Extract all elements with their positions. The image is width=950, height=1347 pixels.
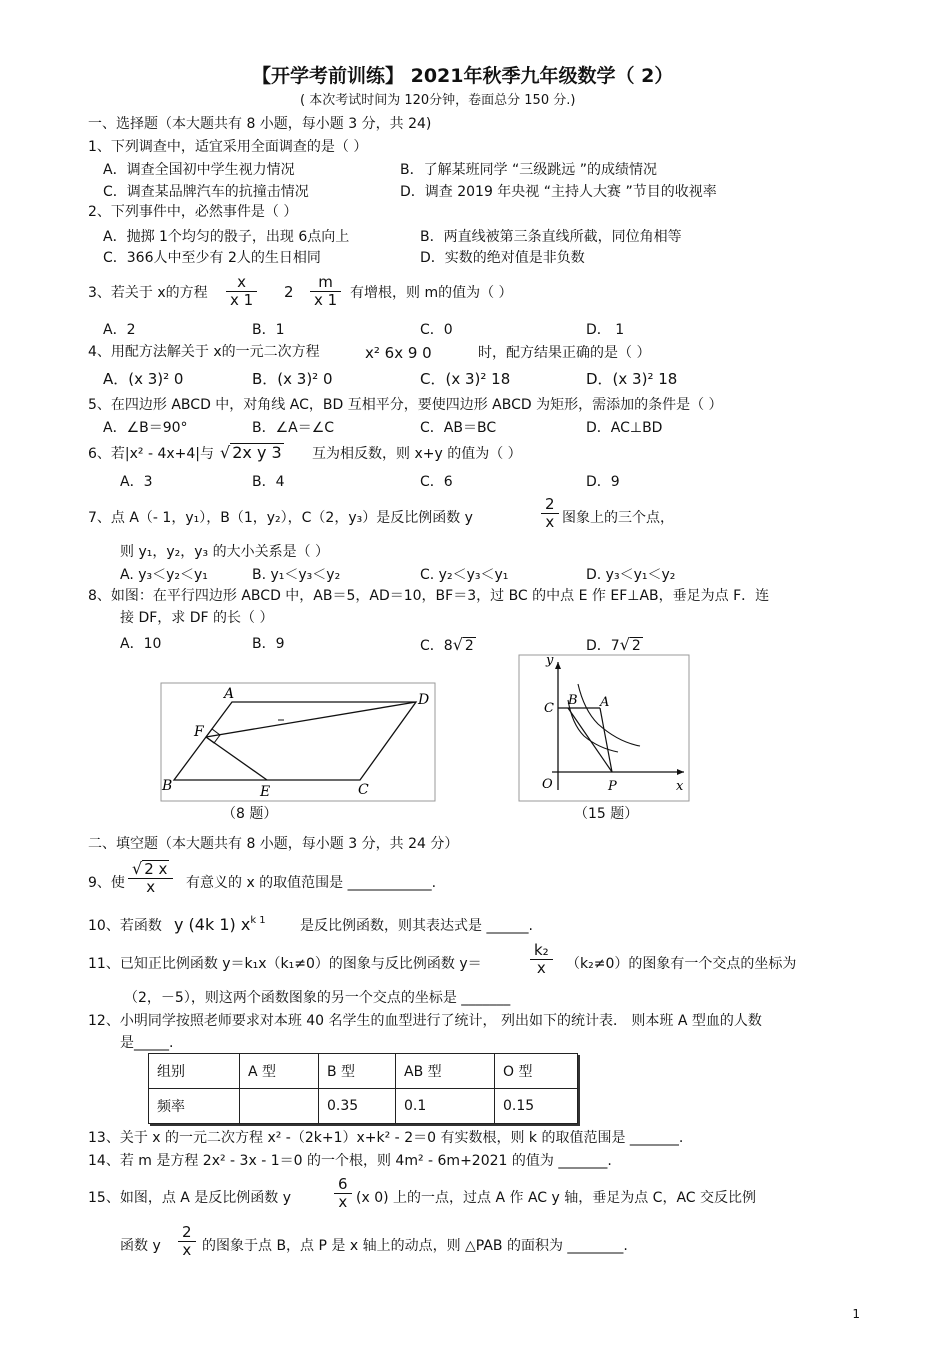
q8-option-d: D．7√ 2 [586, 635, 641, 654]
q12-line2: 是_____. [120, 1035, 174, 1051]
q9-frac-den: x [146, 877, 156, 896]
blood-type-table [148, 1053, 578, 1124]
q8-option-a: A．10 [120, 636, 162, 652]
q11-frac-den: x [536, 958, 546, 977]
q8-option-d-root: 2 [631, 638, 641, 654]
q2-option-b: B．两直线被第三条直线所截，同位角相等 [420, 229, 682, 245]
q3-stem-pre: 3、若关于 x的方程 [88, 285, 208, 301]
q1-option-b: B．了解某班同学 “三级跳远 ”的成绩情况 [400, 162, 658, 178]
q3-option-b: B．1 [252, 322, 285, 338]
label-f: F [194, 724, 204, 740]
q7-option-c: C. y₂＜y₃＜y₁ [420, 567, 509, 583]
q2-option-c: C．366人中至少有 2人的生日相同 [103, 250, 321, 266]
q3-stem-post: 有增根，则 m的值为（ ） [350, 285, 513, 301]
q2-option-d: D．实数的绝对值是非负数 [420, 250, 585, 266]
q15-frac1-den: x [338, 1192, 348, 1211]
page-title: 【开学考前训练】 2021年秋季九年级数学（ 2） [252, 65, 674, 87]
q6-stem-pre: 6、若|x² - 4x+4|与 [88, 446, 215, 462]
q10-func: y (4k 1) x [174, 915, 251, 934]
q10-exponent: k 1 [250, 915, 266, 926]
q6-option-a: A．3 [120, 474, 153, 490]
q5-option-d: D．AC⊥BD [586, 420, 663, 436]
q7-option-d: D. y₃＜y₁＜y₂ [586, 567, 676, 583]
q7-frac-num: 2 [541, 496, 559, 514]
table-header-cell: B 型 [319, 1054, 396, 1089]
q1-option-c: C．调查某品牌汽车的抗撞击情况 [103, 184, 309, 200]
q4-option-c: C．(x 3)² 18 [420, 370, 511, 388]
q4-option-a: A．(x 3)² 0 [103, 370, 184, 388]
section1-heading: 一、选择题（本大题共有 8 小题，每小题 3 分，共 24) [88, 116, 432, 132]
x-axis-arrow [677, 769, 684, 775]
table-header-cell: AB 型 [396, 1054, 495, 1089]
q13: 13、关于 x 的一元二次方程 x² -（2k+1）x+k² - 2＝0 有实数根，则 k 的取值范围是 _______. [88, 1130, 684, 1146]
page-subtitle: ( 本次考试时间为 120分钟，卷面总分 150 分.) [300, 93, 576, 108]
table-cell: 0.1 [396, 1089, 495, 1124]
q3-option-d: D． 1 [586, 322, 625, 338]
parallelogram-abcd [174, 702, 416, 780]
table-header-row [149, 1054, 578, 1089]
q3-frac2-den: x 1 [314, 290, 338, 309]
q8-option-d-label: D．7 [586, 638, 620, 654]
segment-df [206, 702, 416, 737]
q11-line2: （2，－5），则这两个函数图象的另一个交点的坐标是 _______ [124, 990, 511, 1006]
q8-option-c: C．8√ 2 [420, 635, 474, 654]
q15-line2-pre: 函数 y [120, 1238, 161, 1254]
q11-fraction [530, 942, 553, 976]
q3-option-c: C．0 [420, 322, 453, 338]
table-header-cell: 组别 [149, 1054, 240, 1089]
q6-stem-post: 互为相反数，则 x+y 的值为（ ） [312, 446, 522, 462]
q7-fraction [541, 496, 559, 530]
q4-stem-post: 时，配方结果正确的是（ ） [478, 345, 651, 361]
q5-option-a: A．∠B＝90° [103, 420, 188, 436]
label-p: P [608, 779, 617, 794]
label-c: C [358, 782, 369, 798]
q4-equation: x² 6x 9 0 [365, 344, 432, 362]
q4-option-d: D．(x 3)² 18 [586, 370, 678, 388]
q8-line2: 接 DF，求 DF 的长（ ） [120, 610, 274, 626]
q1-option-d: D．调查 2019 年央视 “主持人大赛 ”节目的收视率 [400, 184, 717, 200]
label-b: B [162, 778, 173, 794]
y-axis-arrow [555, 662, 561, 669]
q3-option-a: A．2 [103, 322, 136, 338]
q3-mid: 2 [284, 283, 294, 301]
q9-frac-num: √ 2 x [128, 860, 173, 879]
q3-frac2-num: m [310, 274, 341, 292]
q2-stem: 2、下列事件中，必然事件是（ ） [88, 204, 298, 220]
q7-stem-post: 图象上的三个点， [562, 510, 674, 526]
label-y: y [546, 654, 554, 668]
label-d: D [418, 692, 430, 708]
q8-option-b: B．9 [252, 636, 285, 652]
q15-pre: 15、如图，点 A 是反比例函数 y [88, 1190, 292, 1206]
q5-option-b: B．∠A＝∠C [252, 420, 335, 436]
q4-option-b: B．(x 3)² 0 [252, 370, 333, 388]
q14: 14、若 m 是方程 2x² - 3x - 1＝0 的一个根，则 4m² - 6m+2021 的值为 _______. [88, 1153, 612, 1169]
figure-15-graph [518, 654, 690, 802]
label-c: C [544, 701, 554, 716]
q1-stem: 1、下列调查中，适宜采用全面调查的是（ ） [88, 139, 368, 155]
q11-pre: 11、已知正比例函数 y＝k₁x（k₁≠0）的图象与反比例函数 y＝ [88, 956, 482, 972]
q7-stem-pre: 7、点 A（- 1，y₁），B（1，y₂），C（2，y₃）是反比例函数 y [88, 510, 473, 526]
q3-fraction-2 [310, 274, 341, 308]
q2-option-a: A．抛掷 1个均匀的骰子，出现 6点向上 [103, 229, 350, 245]
label-e: E [260, 784, 271, 800]
q15-mid: (x 0) 上的一点，过点 A 作 AC y 轴，垂足为点 C，AC 交反比例 [356, 1190, 757, 1206]
table-cell [240, 1089, 319, 1124]
q5-stem: 5、在四边形 ABCD 中，对角线 AC，BD 互相平分，要使四边形 ABCD 为矩形，需添加的条件是（ ） [88, 397, 723, 413]
q11-frac-num: k₂ [530, 942, 553, 960]
q10-function [174, 916, 266, 934]
q12-line1: 12、小明同学按照老师要求对本班 40 名学生的血型进行了统计， 列出如下的统计表． 则本班 A 型血的人数 [88, 1013, 762, 1029]
q10-pre: 10、若函数 [88, 918, 162, 934]
q1-option-a: A．调查全国初中学生视力情况 [103, 162, 295, 178]
q15-frac2-den: x [182, 1240, 192, 1259]
figure-8-parallelogram [160, 682, 436, 802]
table-row [149, 1089, 578, 1124]
q15-frac2-num: 2 [178, 1224, 196, 1242]
q3-frac1-num: x [226, 274, 257, 292]
label-a: A [600, 695, 610, 710]
q15-fraction-2 [178, 1224, 196, 1258]
q6-radical: √ 2x y 3 [220, 443, 282, 462]
q6-option-c: C．6 [420, 474, 453, 490]
q10-post: 是反比例函数，则其表达式是 ______. [300, 918, 533, 934]
label-b: B [568, 693, 578, 708]
table-header-cell: A 型 [240, 1054, 319, 1089]
segment-ef [206, 737, 267, 780]
q7-option-a: A. y₃＜y₂＜y₁ [120, 567, 208, 583]
q9-fraction [128, 860, 173, 895]
q5-option-c: C．AB＝BC [420, 420, 497, 436]
q8-option-c-root: 2 [464, 638, 474, 654]
label-a: A [224, 686, 235, 702]
q6-option-b: B．4 [252, 474, 285, 490]
q7-option-b: B. y₁＜y₃＜y₂ [252, 567, 341, 583]
q8-line1: 8、如图：在平行四边形 ABCD 中，AB＝5，AD＝10，BF＝3，过 BC 的中点 E 作 EF⊥AB，垂足为点 F．连 [88, 588, 770, 604]
figure-8-caption: （8 题） [222, 806, 278, 822]
table-cell: 频率 [149, 1089, 240, 1124]
page-number: 1 [852, 1307, 860, 1321]
table-cell: 0.15 [495, 1089, 578, 1124]
q4-stem-pre: 4、用配方法解关于 x的一元二次方程 [88, 344, 320, 360]
q9-post: 有意义的 x 的取值范围是 ____________. [186, 875, 437, 891]
q9-radicand: 2 x [144, 860, 168, 878]
label-o: O [542, 777, 553, 792]
q15-fraction-1 [334, 1176, 352, 1210]
label-x: x [676, 779, 684, 794]
q15-frac1-num: 6 [334, 1176, 352, 1194]
q6-radicand: 2x y 3 [232, 443, 282, 462]
q7-frac-den: x [545, 512, 555, 531]
q6-option-d: D．9 [586, 474, 620, 490]
table-cell: 0.35 [319, 1089, 396, 1124]
q3-fraction-1 [226, 274, 257, 308]
figure-15-caption: （15 题） [574, 806, 639, 822]
q3-frac1-den: x 1 [230, 290, 254, 309]
q7-line2: 则 y₁，y₂，y₃ 的大小关系是（ ） [120, 544, 330, 560]
q11-post: （k₂≠0）的图象有一个交点的坐标为 [566, 956, 797, 972]
section2-heading: 二、填空题（本大题共有 8 小题，每小题 3 分，共 24 分） [88, 836, 459, 852]
q15-line2-post: 的图象于点 B，点 P 是 x 轴上的动点，则 △PAB 的面积为 ________. [202, 1238, 628, 1254]
q8-option-c-label: C．8 [420, 638, 453, 654]
table-header-cell: O 型 [495, 1054, 578, 1089]
q9-pre: 9、使 [88, 875, 125, 891]
